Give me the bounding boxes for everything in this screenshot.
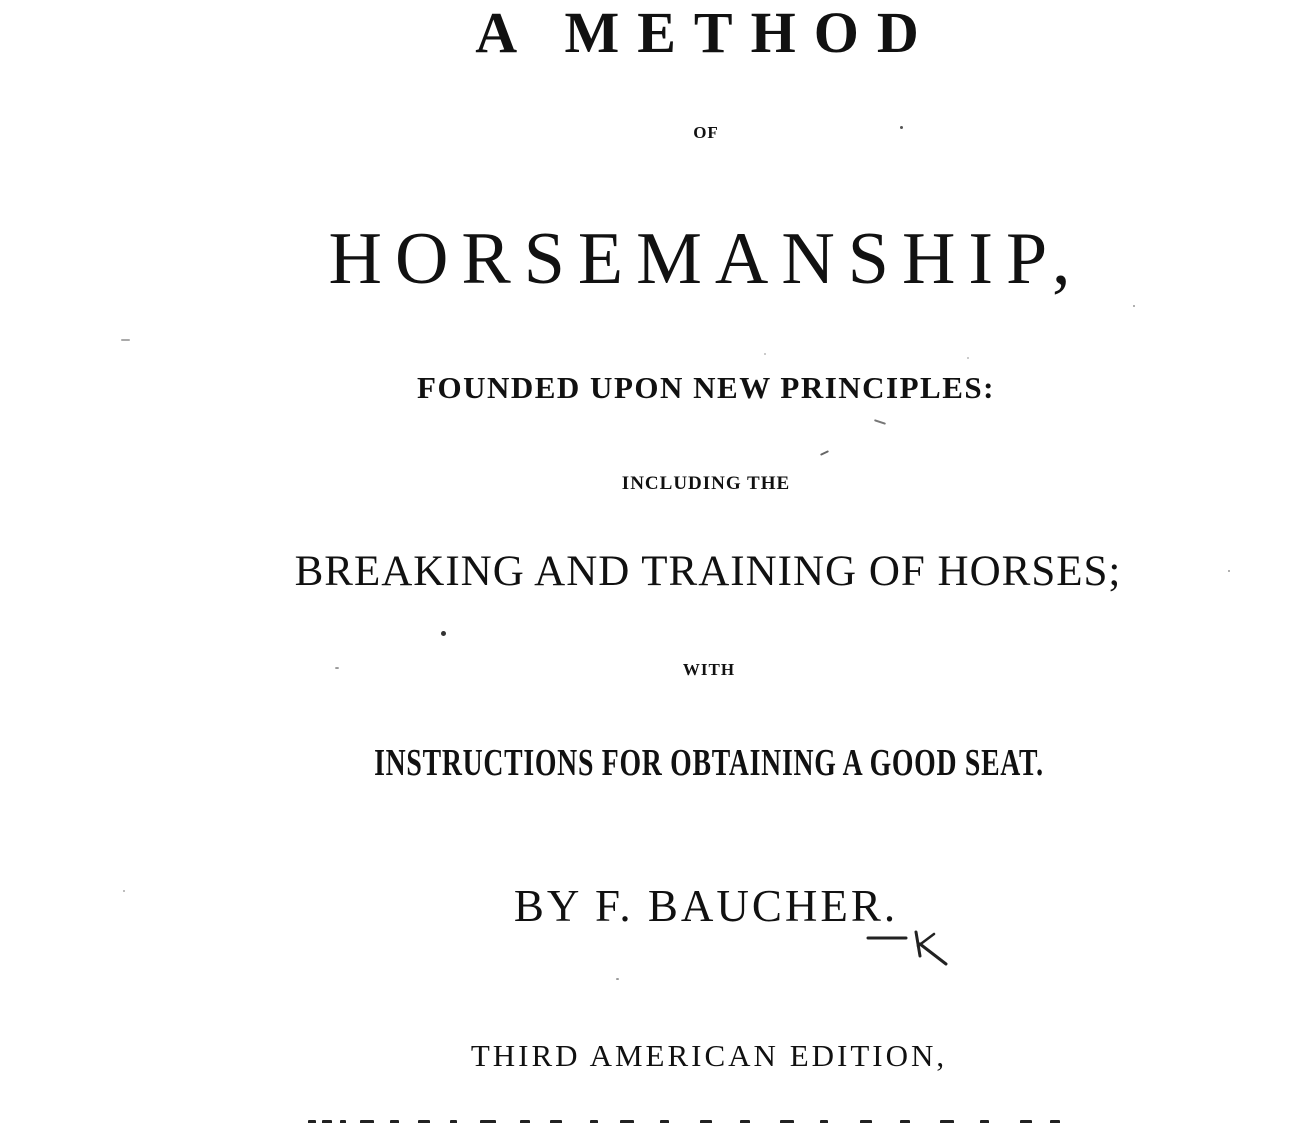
paper-speck bbox=[1228, 570, 1230, 572]
paper-speck bbox=[900, 126, 903, 129]
title-line-of-text: OF bbox=[693, 123, 719, 142]
paper-speck bbox=[764, 353, 766, 355]
paper-speck bbox=[967, 357, 969, 359]
subtitle-founded-text: FOUNDED UPON NEW PRINCIPLES: bbox=[417, 370, 995, 405]
paper-speck bbox=[874, 419, 886, 425]
author-line-text: BY F. BAUCHER. bbox=[513, 881, 899, 931]
paper-speck bbox=[123, 890, 125, 892]
cut-off-text-line bbox=[300, 1114, 1080, 1123]
subtitle-instructions-text: INSTRUCTIONS FOR OBTAINING A GOOD SEAT. bbox=[374, 742, 1044, 784]
paper-speck bbox=[1133, 305, 1135, 307]
paper-speck bbox=[335, 667, 339, 669]
handwritten-annotation-mark bbox=[862, 926, 954, 970]
edition-line-text: THIRD AMERICAN EDITION, bbox=[470, 1038, 948, 1073]
paper-speck bbox=[441, 631, 446, 636]
subtitle-with-text: WITH bbox=[682, 660, 736, 679]
title-line-a-method-text: A METHOD bbox=[475, 0, 937, 65]
paper-speck bbox=[616, 978, 619, 980]
title-line-horsemanship-text: HORSEMANSHIP, bbox=[328, 218, 1084, 300]
subtitle-including-text: INCLUDING THE bbox=[621, 473, 791, 494]
paper-speck bbox=[820, 450, 829, 456]
paper-speck bbox=[121, 339, 130, 341]
subtitle-breaking-text: BREAKING AND TRAINING OF HORSES; bbox=[294, 548, 1122, 595]
